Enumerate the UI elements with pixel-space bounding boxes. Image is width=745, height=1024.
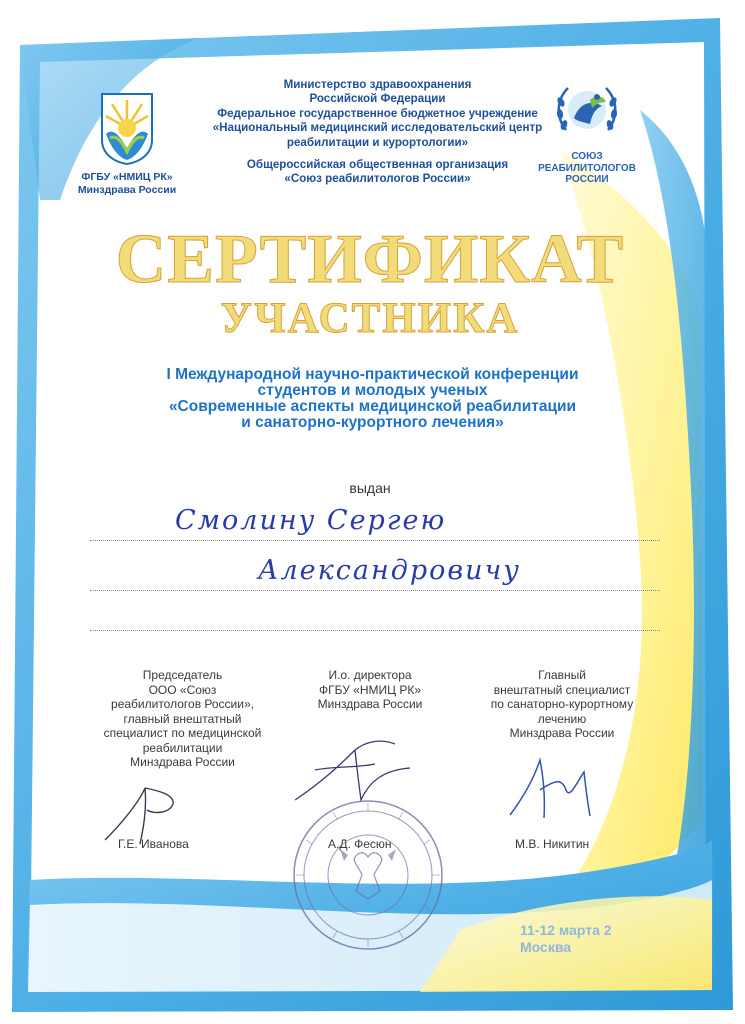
certificate-title: СЕРТИФИКАТ [115, 221, 625, 298]
certificate-subtitle: УЧАСТНИКА [220, 295, 520, 342]
signer-title-line: реабилитологов России», [111, 697, 254, 711]
logo-left-caption-1: ФГБУ «НМИЦ РК» [81, 171, 173, 183]
dotted-line [90, 630, 660, 631]
signer-title-line: Минздрава России [317, 697, 423, 711]
event-place: Москва [520, 939, 572, 955]
signer-title-line: главный внештатный [123, 711, 242, 726]
issued-label: выдан [349, 480, 391, 496]
signer-ivanova-title [75, 668, 290, 770]
signer-title-line: внештатный специалист [493, 682, 631, 697]
dotted-line [90, 540, 660, 541]
conference-name [110, 367, 635, 431]
header-line: «Союз реабилитологов России» [284, 172, 471, 186]
header-line: реабилитации и курортологии» [286, 135, 469, 149]
signer-title-line: И.о. директора [328, 668, 412, 682]
logo-left-caption-2: Минздрава России [77, 184, 177, 196]
logo-right-caption-3: РОССИИ [565, 174, 609, 185]
event-date: 11-12 марта 2 [520, 922, 612, 938]
signer-title-line: Минздрава России [130, 755, 235, 769]
signer-fesyun-name: А.Д. Фесюн [328, 837, 392, 851]
event-date-place [520, 922, 612, 956]
conference-line: студентов и молодых ученых [257, 382, 488, 399]
signer-title-line: Главный [538, 668, 586, 682]
signer-title-line: ООО «Союз [148, 682, 217, 697]
signer-nikitin-title [462, 668, 662, 741]
conference-line: I Международной научно-практической конференции [166, 366, 579, 383]
nmic-rk-logo [72, 88, 182, 197]
header-line: Российской Федерации [309, 92, 446, 106]
signer-title-line: по санаторно-курортному [490, 697, 634, 711]
signer-ivanova-name: Г.Е. Иванова [118, 837, 189, 851]
recipient-name-line-2: Александровичу [258, 555, 521, 586]
header-line: «Национальный медицинский исследовательский центр [212, 121, 543, 135]
issuer-header [185, 78, 570, 187]
signer-title-line: ФГБУ «НМИЦ РК» [318, 682, 422, 697]
conference-line: «Современные аспекты медицинской реабилитации [168, 398, 577, 415]
signature-nikitin [500, 750, 610, 825]
dotted-line [90, 590, 660, 591]
official-seal [288, 795, 448, 955]
header-line: Федеральное государственное бюджетное учреждение [217, 106, 538, 120]
logo-right-caption-2: РЕАБИЛИТОЛОГОВ [538, 162, 636, 174]
logo-right-caption-1: СОЮЗ [571, 151, 603, 162]
signer-title-line: Председатель [142, 668, 223, 682]
recipient-name-line-1: Смолину Сергею [175, 505, 447, 536]
signer-title-line: Минздрава России [509, 726, 615, 740]
signer-title-line: реабилитации [142, 740, 223, 755]
sun-hands-emblem-icon [96, 88, 158, 166]
conference-line: и санаторно-курортного лечения» [241, 414, 504, 431]
signer-fesyun-title [280, 668, 460, 712]
header-line: Министерство здравоохранения [283, 78, 472, 91]
signer-title-line: лечению [537, 711, 587, 726]
header-line: Общероссийская общественная организация [246, 158, 509, 172]
signer-nikitin-name: М.В. Никитин [515, 837, 590, 851]
signer-title-line: специалист по медицинской [103, 726, 262, 740]
